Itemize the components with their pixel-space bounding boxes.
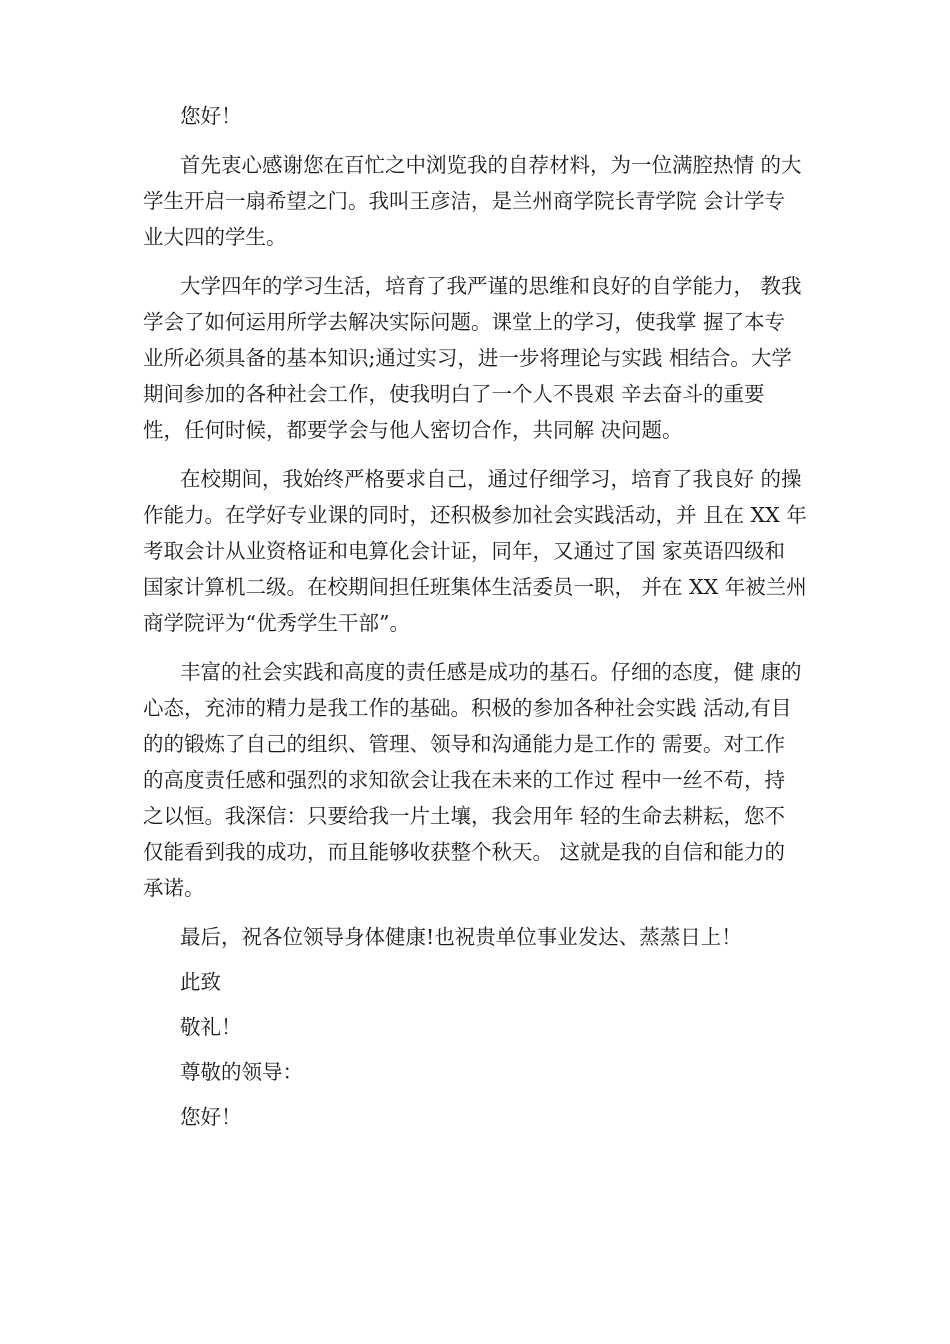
paragraph-introduction	[143, 147, 835, 255]
paragraph-university-life	[143, 268, 835, 448]
text-line: 之以恒。我深信：只要给我一片土壤，我会用年 轻的生命去耕耘，您不	[143, 804, 786, 828]
text-line: 考取会计从业资格证和电算化会计证，同年，又通过了国 家英语四级和	[143, 539, 786, 563]
closing-wishes: 最后，祝各位领导身体健康!也祝贵单位事业发达、蒸蒸日上！	[180, 925, 742, 949]
greeting-bottom: 您好！	[180, 1105, 242, 1129]
greeting-top: 您好！	[180, 104, 242, 128]
text-line: 心态，充沛的精力是我工作的基础。积极的参加各种社会实践 活动,有目	[143, 696, 792, 720]
paragraph-school-period	[143, 461, 835, 641]
text-line: 首先衷心感谢您在百忙之中浏览我的自荐材料，为一位满腔热情 的大	[180, 153, 802, 177]
letter-body	[143, 98, 835, 1144]
text-line: 仅能看到我的成功，而且能够收获整个秋天。 这就是我的自信和能力的	[143, 840, 786, 864]
text-line: 丰富的社会实践和高度的责任感是成功的基石。仔细的态度，健 康的	[180, 660, 802, 684]
text-line: 性，任何时候，都要学会与他人密切合作，共同解 决问题。	[143, 418, 683, 442]
text-line: 学会了如何运用所学去解决实际问题。课堂上的学习，使我掌 握了本专	[143, 310, 786, 334]
text-line: 业所必须具备的基本知识;通过实习，进一步将理论与实践 相结合。大学	[143, 346, 792, 370]
closing-cizhi: 此致	[180, 970, 221, 994]
text-line: 的高度责任感和强烈的求知欲会让我在未来的工作过 程中一丝不苟，持	[143, 768, 786, 792]
text-line: 商学院评为“优秀学生干部”。	[143, 611, 410, 635]
text-line: 的的锻炼了自己的组织、管理、领导和沟通能力是工作的 需要。对工作	[143, 732, 786, 756]
paragraph-practice	[143, 654, 835, 906]
salutation: 尊敬的领导：	[180, 1060, 303, 1084]
text-line: 承诺。	[143, 876, 205, 900]
text-line: 期间参加的各种社会工作，使我明白了一个人不畏艰 辛去奋斗的重要	[143, 382, 765, 406]
closing-jingli: 敬礼！	[180, 1015, 242, 1039]
text-line: 业大四的学生。	[143, 225, 287, 249]
text-line: 国家计算机二级。在校期间担任班集体生活委员一职， 并在 XX 年被兰州	[143, 575, 807, 599]
text-line: 大学四年的学习生活，培育了我严谨的思维和良好的自学能力， 教我	[180, 274, 802, 298]
text-line: 学生开启一扇希望之门。我叫王彦洁，是兰州商学院长青学院 会计学专	[143, 189, 786, 213]
text-line: 作能力。在学好专业课的同时，还积极参加社会实践活动，并 且在 XX 年	[143, 503, 807, 527]
text-line: 在校期间，我始终严格要求自己，通过仔细学习，培育了我良好 的操	[180, 467, 802, 491]
